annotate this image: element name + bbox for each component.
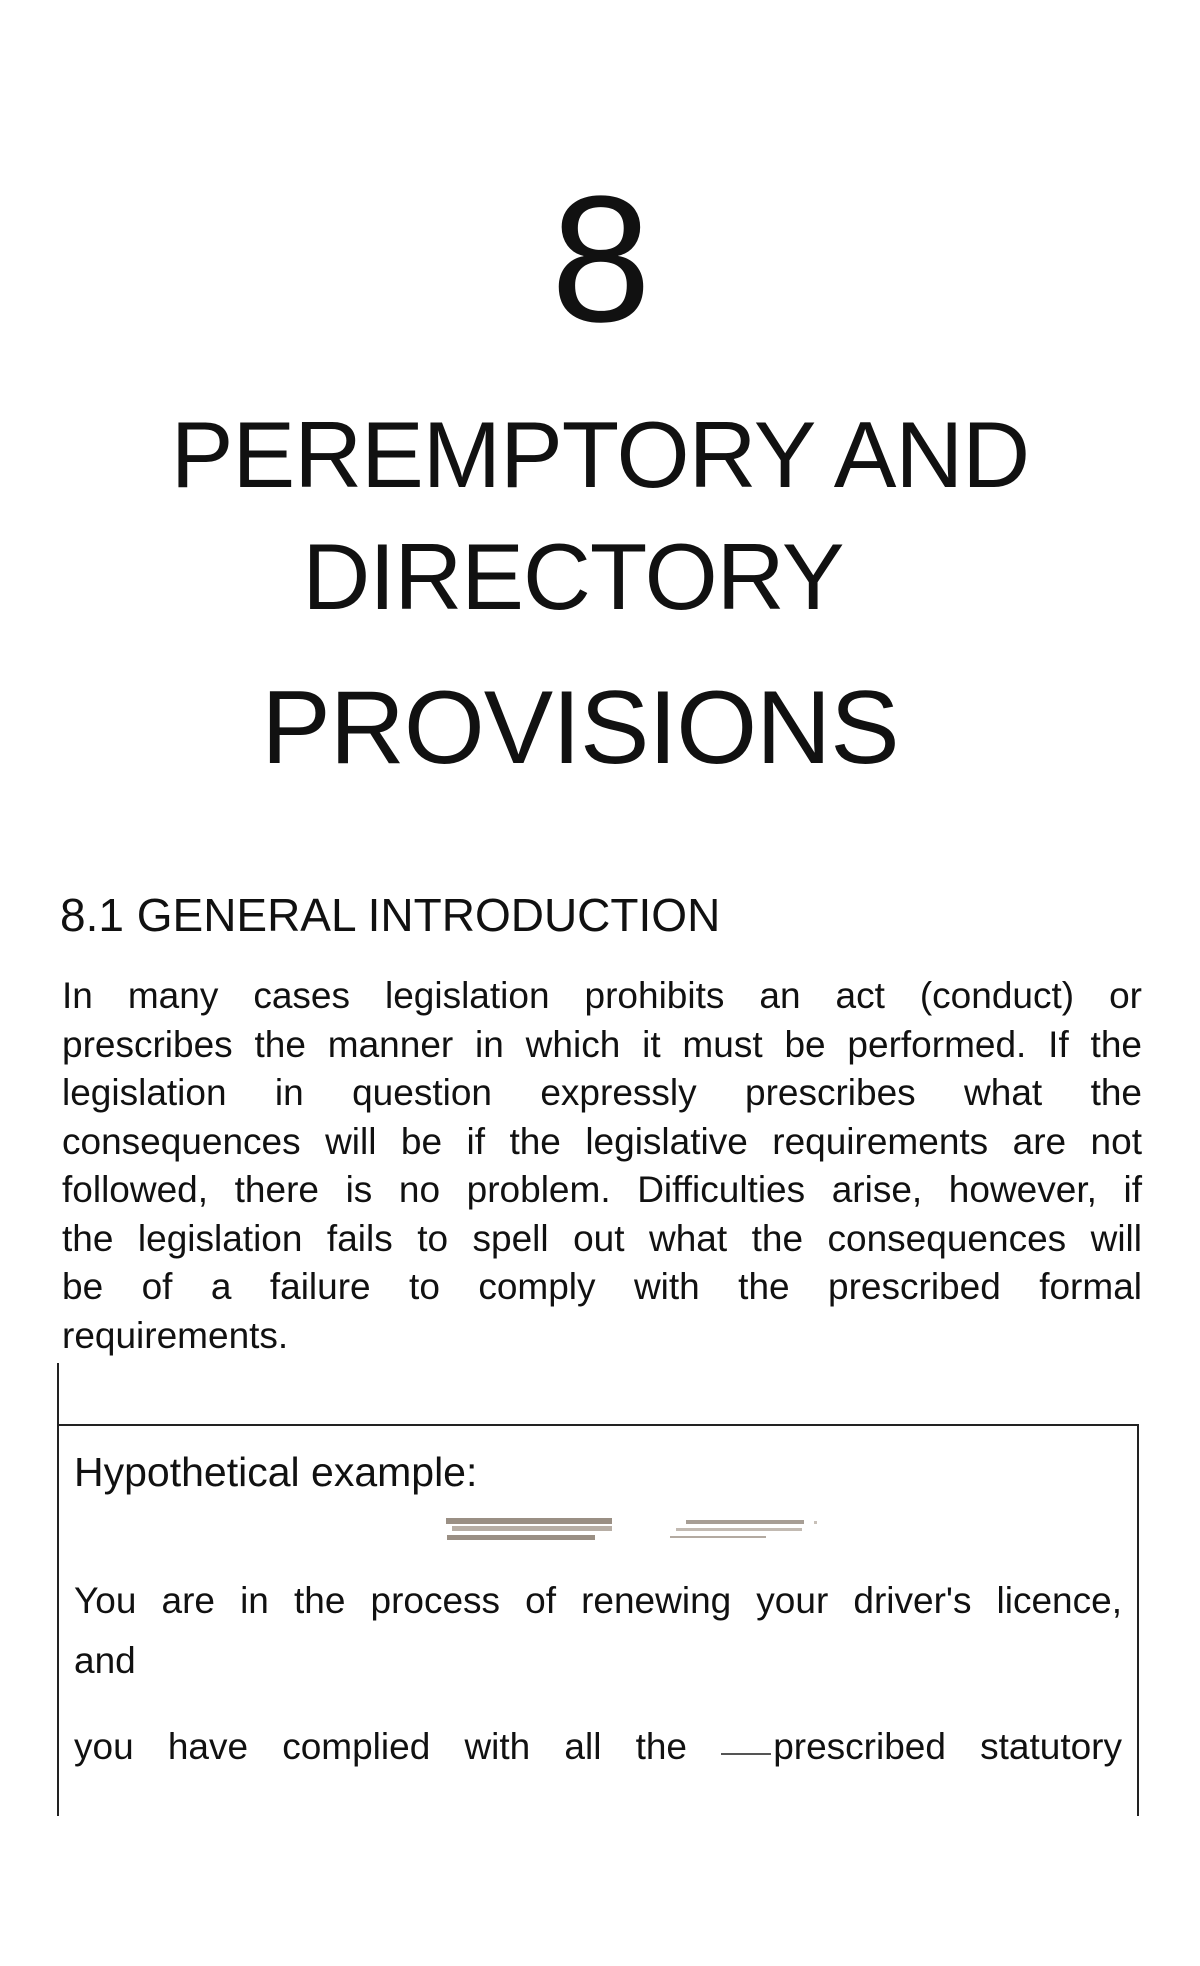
chapter-title-line-1: PEREMPTORY AND xyxy=(170,402,1030,507)
scan-smudge xyxy=(447,1535,595,1540)
example-line-3-end: prescribed statutory xyxy=(773,1726,1122,1767)
paragraph-line: prescribes the manner in which it must be performed. If the xyxy=(62,1023,1142,1065)
scan-smudge xyxy=(446,1518,612,1524)
paragraph-line: the legislation fails to spell out what the consequences will xyxy=(62,1217,1142,1259)
chapter-title-line-3: PROVISIONS xyxy=(261,670,899,786)
box-border-stub xyxy=(57,1363,59,1425)
intro-paragraph xyxy=(62,972,1142,1360)
example-line-2: and xyxy=(74,1640,136,1681)
example-label: Hypothetical example: xyxy=(74,1449,478,1495)
chapter-number: 8 xyxy=(550,159,650,360)
paragraph-line: consequences will be if the legislative requirements are not xyxy=(62,1120,1142,1162)
example-line-1: You are in the process of renewing your driver's licence, xyxy=(74,1580,1122,1621)
example-line-3 xyxy=(74,1728,1122,1765)
paragraph-line: followed, there is no problem. Difficulties arise, however, if xyxy=(62,1169,1142,1210)
scan-smudge xyxy=(814,1521,817,1524)
scan-smudge xyxy=(452,1526,612,1531)
paragraph-line: legislation in question expressly prescribes what the xyxy=(62,1072,1142,1113)
paragraph-line: requirements. xyxy=(62,1314,289,1356)
chapter-title-line-2: DIRECTORY xyxy=(302,524,844,629)
example-line-3-start: you have complied with all the xyxy=(74,1726,688,1767)
section-heading: 8.1 GENERAL INTRODUCTION xyxy=(60,889,721,941)
blank-underline xyxy=(721,1753,771,1755)
paragraph-line: be of a failure to comply with the prescribed formal xyxy=(62,1266,1142,1307)
scan-smudge xyxy=(670,1536,766,1538)
scan-smudge xyxy=(686,1520,804,1524)
paragraph-line: In many cases legislation prohibits an act (conduct) or xyxy=(62,975,1142,1016)
scan-smudge xyxy=(676,1528,802,1531)
